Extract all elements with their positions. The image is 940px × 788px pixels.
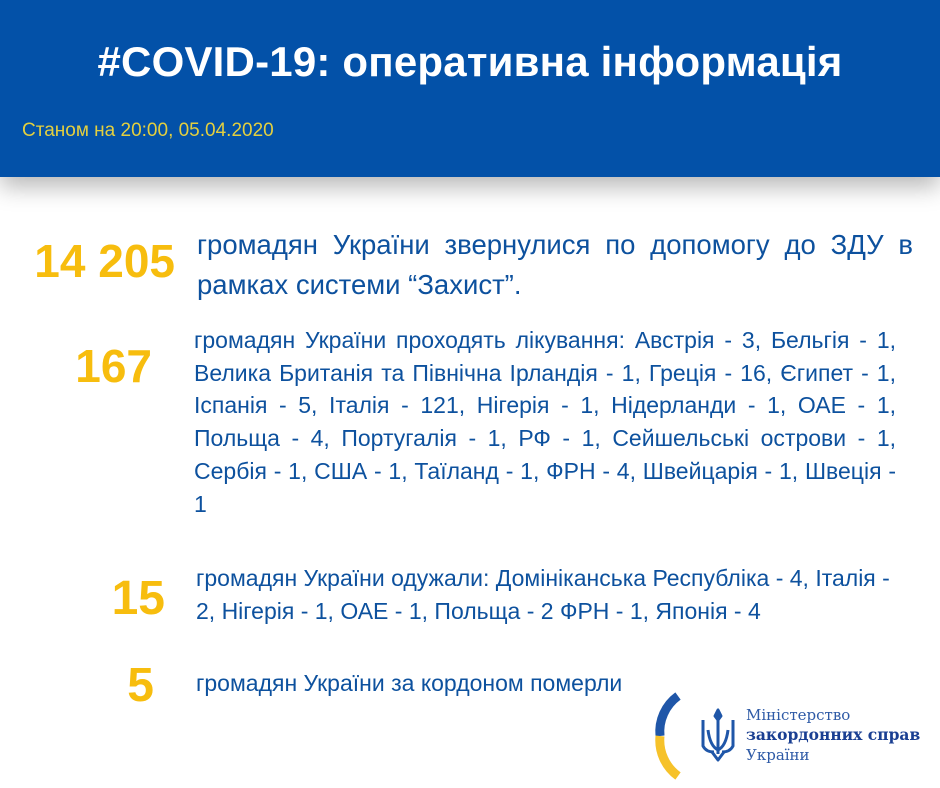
logo-text: [746, 705, 920, 765]
stat-text-recovered: громадян України одужали: Домініканська Республіка - 4, Італія - 2, Нігерія - 1, ОАЕ - 1, Польща - 2 ФРН - 1, Японія - 4: [196, 565, 890, 624]
stat-text-deceased: громадян України за кордоном померли: [196, 670, 623, 696]
header-banner: [0, 0, 940, 177]
stat-text-treatment: громадян України проходять лікування: Австрія - 3, Бельгія - 1, Велика Британія та Північна Ірландія - 1, Греція - 16, Єгипет - 1, Іспанія - 5, Італія - 121, Нігерія - 1, Нідерланди - 1, ОАЕ - 1, Польща - 4, Португалія - 1, РФ - 1, Сейшельські острови - 1, Сербія - 1, США - 1, Таїланд - 1, ФРН - 4, Швейцарія - 1, Швеція - 1: [194, 327, 896, 517]
stat-number-deceased: 5: [127, 659, 154, 712]
page-title: #COVID-19: оперативна інформація: [97, 38, 843, 85]
date-line: Станом на 20:00, 05.04.2020: [22, 120, 274, 141]
logo-line-foreign-affairs: закордонних справ: [746, 725, 921, 744]
stat-text-appeals: громадян України звернулися по допомогу до ЗДУ в рамках системи “Захист”.: [197, 229, 913, 300]
mfa-logo: [648, 690, 928, 780]
stat-number-treatment: 167: [75, 340, 152, 392]
stat-number-appeals: 14 205: [34, 235, 175, 287]
logo-line-ukraine: України: [746, 746, 810, 764]
stat-number-recovered: 15: [111, 572, 165, 625]
logo-line-ministry: Міністерство: [746, 706, 851, 724]
trident-emblem-icon: [648, 690, 743, 788]
